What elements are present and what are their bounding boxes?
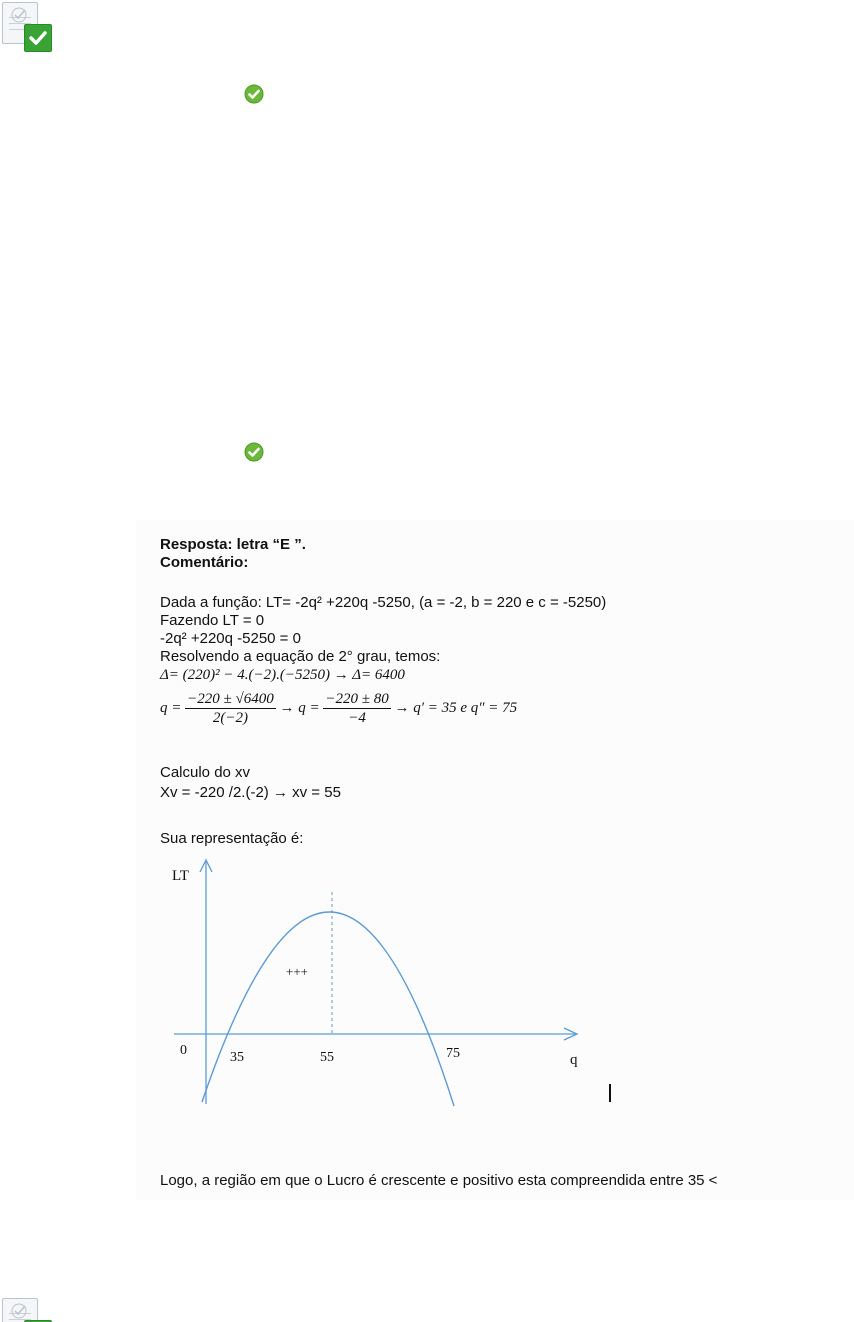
fraction-1-numerator: −220 ± √6400 <box>187 691 274 707</box>
answer-feedback-image <box>136 520 854 1200</box>
fraction-1-denominator: 2(−2) <box>212 710 248 726</box>
set-zero-line: Fazendo LT = 0 <box>160 612 265 629</box>
checkmark-icon <box>24 24 52 52</box>
vertex-line: Xv = -220 /2.(-2) → xv = 55 <box>160 784 341 801</box>
fraction-2-numerator: −220 ± 80 <box>325 691 389 707</box>
answer-heading: Resposta: letra “E ”. <box>160 536 306 553</box>
positive-sign-label: +++ <box>286 964 308 979</box>
representation-line: Sua representação é: <box>160 830 304 847</box>
fraction-2-denominator: −4 <box>348 710 366 726</box>
fraction-2 <box>323 690 390 727</box>
roots-result: → q′ = 35 e q″ = 75 <box>394 699 518 716</box>
vertex-heading: Calculo do xv <box>160 764 251 781</box>
origin-label: 0 <box>180 1043 187 1058</box>
tick-label-75: 75 <box>446 1046 460 1061</box>
y-axis-label: LT <box>172 868 189 884</box>
equation-line: -2q² +220q -5250 = 0 <box>160 630 301 647</box>
x-axis-label: q <box>570 1052 578 1068</box>
tick-label-35: 35 <box>230 1050 244 1065</box>
text-cursor <box>609 1084 611 1102</box>
q-equals: q = <box>160 699 182 716</box>
correct-answer-icon <box>244 442 264 462</box>
parabola-graph <box>156 850 616 1112</box>
delta-line: Δ= (220)² − 4.(−2).(−5250) → Δ= 6400 <box>160 667 405 683</box>
tick-label-55: 55 <box>320 1050 334 1065</box>
comment-heading: Comentário: <box>160 554 249 571</box>
correct-answer-icon <box>244 84 264 104</box>
arrow-q-equals: → q = <box>279 699 320 716</box>
question-graded-icon <box>0 1296 52 1322</box>
quadratic-formula <box>160 690 517 727</box>
fraction-1 <box>185 690 276 727</box>
function-line: Dada a função: LT= -2q² +220q -5250, (a = -2, b = 220 e c = -5250) <box>160 594 607 611</box>
conclusion-line: Logo, a região em que o Lucro é crescente e positivo esta compreendida entre 35 < <box>160 1172 718 1189</box>
document-icon <box>2 1298 38 1322</box>
parabola-curve <box>202 912 454 1106</box>
solving-line: Resolvendo a equação de 2° grau, temos: <box>160 648 441 665</box>
question-graded-icon <box>0 0 52 52</box>
